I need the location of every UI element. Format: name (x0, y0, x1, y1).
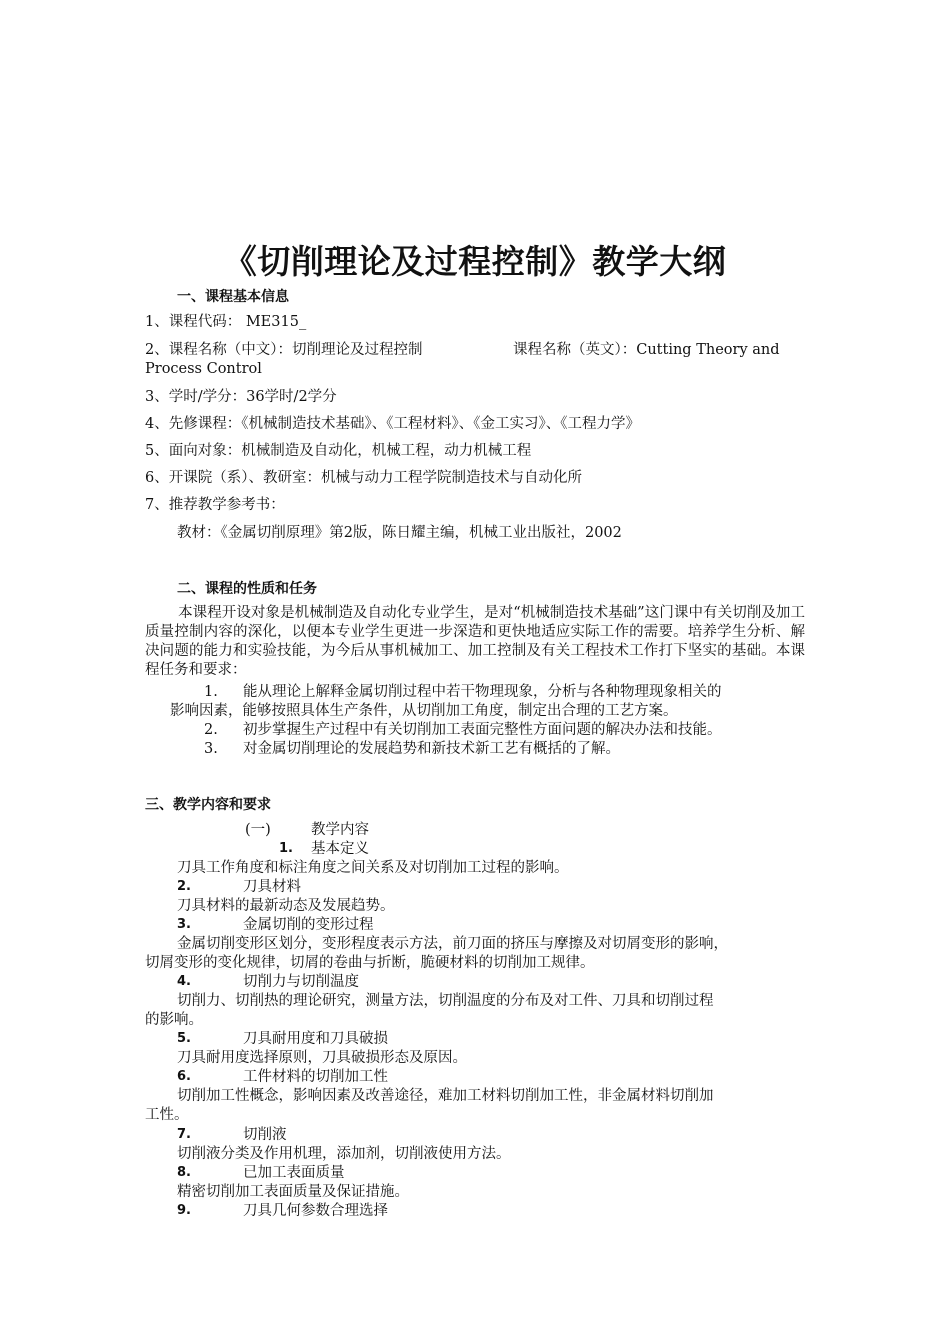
topic-7-name: 切削液 (243, 1127, 287, 1143)
topic-8-number: 8. (177, 1165, 191, 1180)
task-1-number: 1. (204, 684, 218, 700)
topic-2-desc: 刀具材料的最新动态及发展趋势。 (177, 898, 395, 914)
topic-3-desc-cont: 切屑变形的变化规律，切屑的卷曲与折断，脆硬材料的切削加工规律。 (145, 955, 595, 971)
topic-4-name: 切削力与切削温度 (243, 974, 359, 990)
topic-5-desc: 刀具耐用度选择原则，刀具破损形态及原因。 (177, 1050, 467, 1066)
textbook: 教材：《金属切削原理》第2版，陈日耀主编，机械工业出版社，2002 (177, 525, 622, 541)
topic-6-name: 工件材料的切削加工性 (243, 1069, 388, 1085)
document-title: 《切削理论及过程控制》教学大纲 (223, 242, 727, 281)
task-3-number: 3. (204, 741, 218, 757)
task-2-number: 2. (204, 722, 218, 738)
topic-4-number: 4. (177, 974, 191, 989)
topic-6-number: 6. (177, 1069, 191, 1084)
topic-1-name: 基本定义 (311, 841, 369, 857)
topic-8-desc: 精密切削加工表面质量及保证措施。 (177, 1184, 409, 1200)
prerequisites: 4、先修课程：《机械制造技术基础》、《工程材料》、《金工实习》、《工程力学》 (145, 416, 640, 432)
topic-4-desc-cont: 的影响。 (145, 1012, 203, 1028)
topic-8-name: 已加工表面质量 (243, 1165, 345, 1181)
course-code: 1、课程代码： ME315_ (145, 314, 307, 330)
target-audience: 5、面向对象：机械制造及自动化，机械工程，动力机械工程 (145, 443, 532, 459)
credit-hours: 3、学时/学分：36学时/2学分 (145, 389, 337, 405)
topic-1-number: 1. (279, 841, 293, 856)
topic-2-number: 2. (177, 879, 191, 894)
topic-6-desc-cont: 工性。 (145, 1107, 189, 1123)
course-name-en: 课程名称（英文）：Cutting Theory and (513, 342, 780, 358)
topic-1-desc: 刀具工作角度和标注角度之间关系及对切削加工过程的影响。 (177, 860, 569, 876)
course-name-cn: 2、课程名称（中文）：切削理论及过程控制 (145, 342, 423, 358)
topic-9-name: 刀具几何参数合理选择 (243, 1203, 388, 1219)
section-3-heading: 三、教学内容和要求 (145, 797, 271, 813)
topic-3-name: 金属切削的变形过程 (243, 917, 374, 933)
topic-3-desc: 金属切削变形区划分，变形程度表示方法，前刀面的挤压与摩擦及对切屑变形的影响， (177, 936, 728, 952)
topic-7-desc: 切削液分类及作用机理，添加剂，切削液使用方法。 (177, 1146, 511, 1162)
section-1-heading: 一、课程基本信息 (177, 289, 289, 305)
topic-6-desc: 切削加工性概念，影响因素及改善途径，难加工材料切削加工性，非金属材料切削加 (177, 1088, 714, 1104)
section-2-heading: 二、课程的性质和任务 (177, 581, 317, 597)
topic-7-number: 7. (177, 1127, 191, 1142)
department: 6、开课院（系）、教研室：机械与动力工程学院制造技术与自动化所 (145, 470, 582, 486)
task-1-text: 能从理论上解释金属切削过程中若干物理现象，分析与各种物理现象相关的 (243, 684, 722, 700)
references-label: 7、推荐教学参考书： (145, 497, 285, 513)
task-2-text: 初步掌握生产过程中有关切削加工表面完整性方面问题的解决办法和技能。 (243, 722, 722, 738)
topic-3-number: 3. (177, 917, 191, 932)
course-name-en-cont: Process Control (145, 361, 262, 377)
topic-2-name: 刀具材料 (243, 879, 301, 895)
topic-5-number: 5. (177, 1031, 191, 1046)
topic-9-number: 9. (177, 1203, 191, 1218)
task-3-text: 对金属切削理论的发展趋势和新技术新工艺有概括的了解。 (243, 741, 620, 757)
task-1-text-cont: 影响因素，能够按照具体生产条件，从切削加工角度，制定出合理的工艺方案。 (170, 703, 678, 719)
topic-5-name: 刀具耐用度和刀具破损 (243, 1031, 388, 1047)
subsection-label: 教学内容 (311, 822, 369, 838)
topic-4-desc: 切削力、切削热的理论研究，测量方法，切削温度的分布及对工件、刀具和切削过程 (177, 993, 714, 1009)
subsection-number: (一) (245, 822, 271, 838)
section-2-paragraph: 本课程开设对象是机械制造及自动化专业学生，是对“机械制造技术基础”这门课中有关切削及加工质量控制内容的深化，以便本专业学生更进一步深造和更快地适应实际工作的需要。培养学生分析、解决问题的能力和实验技能，为今后从事机械加工、加工控制及有关工程技术工作打下坚实的基础。本课程任务和要求： (145, 605, 805, 678)
